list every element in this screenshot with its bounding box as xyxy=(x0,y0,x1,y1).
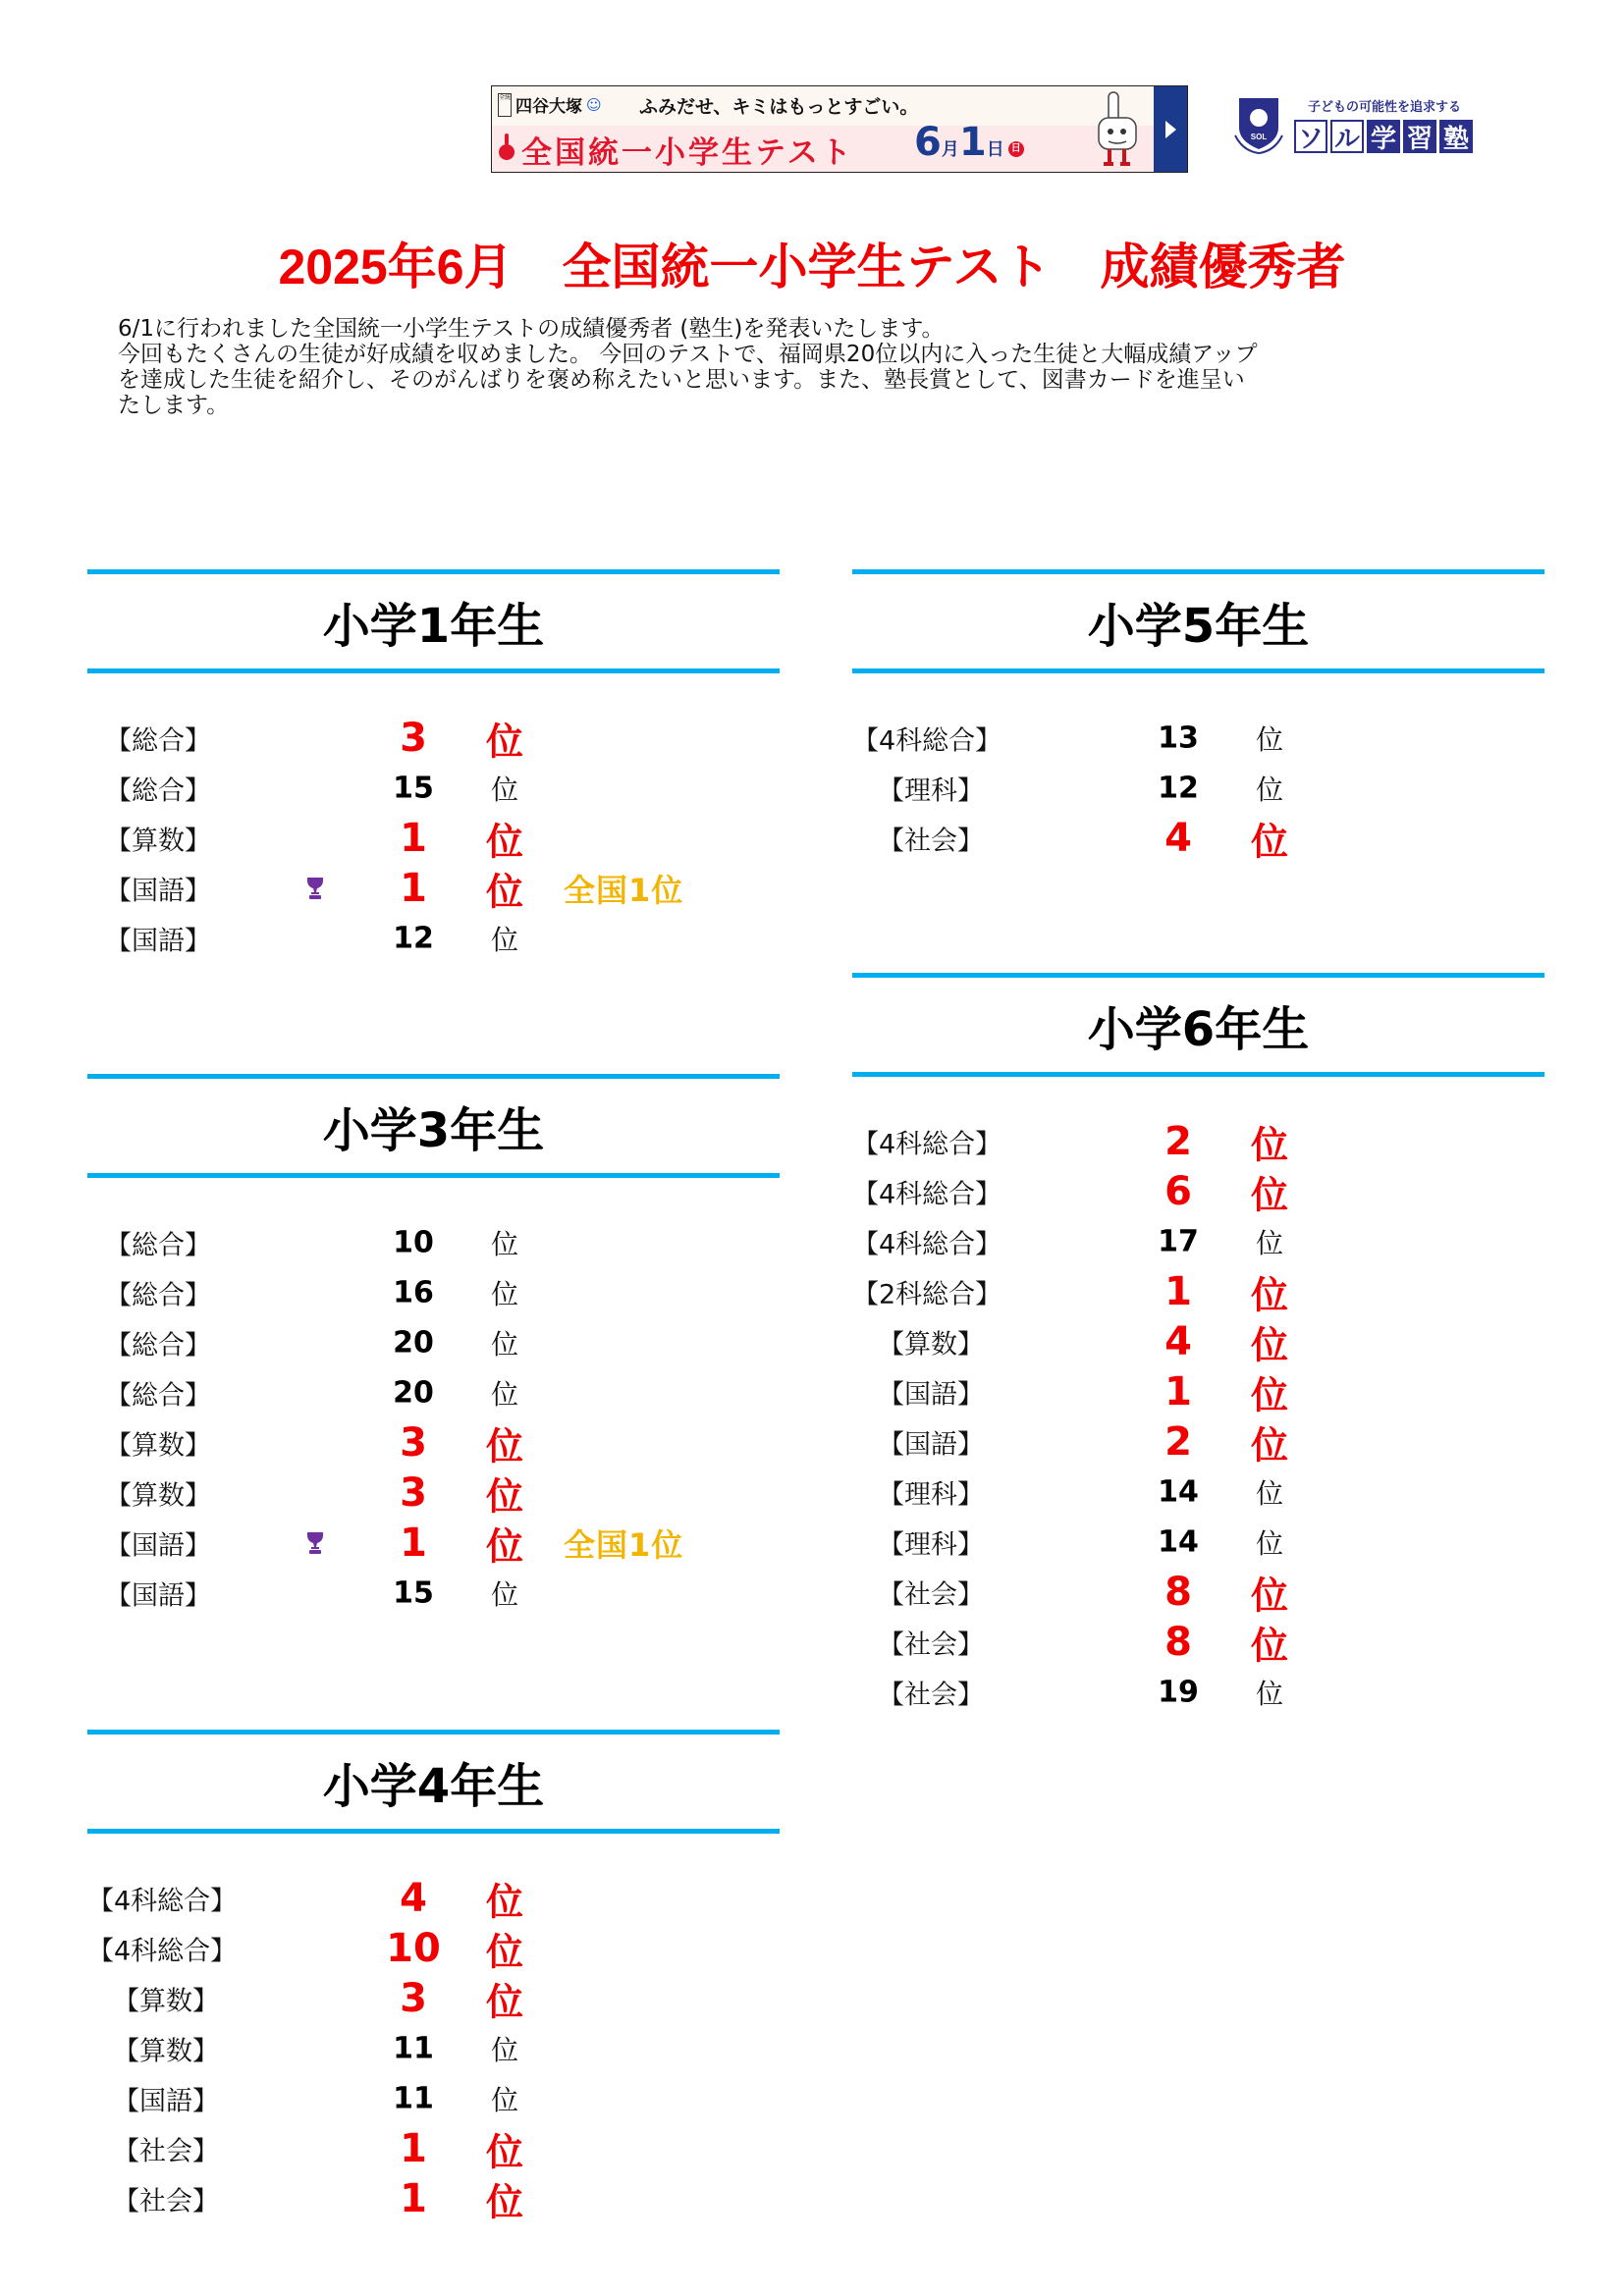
subject-label: 【総合】 xyxy=(105,1330,211,1361)
result-row xyxy=(852,1366,1544,1416)
result-row xyxy=(87,1973,780,2023)
subject-label: 【国語】 xyxy=(105,1580,211,1611)
result-row xyxy=(852,1617,1544,1667)
rank-unit: 位 xyxy=(485,2130,523,2173)
rank-unit: 位 xyxy=(485,1930,523,1973)
rank-value: 3 xyxy=(400,1419,427,1466)
rank-value: 1 xyxy=(1164,1268,1192,1314)
rank-value: 10 xyxy=(386,1925,441,1971)
rank-unit: 位 xyxy=(485,720,523,763)
results-list xyxy=(87,1217,780,1618)
rank-value: 20 xyxy=(393,1325,434,1360)
section-grade5 xyxy=(852,569,1544,863)
subject-label: 【社会】 xyxy=(878,1629,984,1660)
rank-unit: 位 xyxy=(1250,1373,1288,1416)
rank-unit: 位 xyxy=(1255,773,1283,806)
rank-unit: 位 xyxy=(490,773,518,806)
result-row xyxy=(852,1166,1544,1216)
result-row xyxy=(87,1873,780,1923)
rank-unit: 位 xyxy=(485,1474,523,1518)
rank-unit: 位 xyxy=(1250,1173,1288,1216)
rank-unit: 位 xyxy=(485,1424,523,1468)
rank-value: 3 xyxy=(400,1975,427,2021)
rank-unit: 位 xyxy=(1255,1226,1283,1259)
rank-value: 2 xyxy=(1164,1118,1192,1164)
trophy-icon xyxy=(306,1531,324,1555)
rank-value: 11 xyxy=(393,2081,434,2115)
intro-line: 6/1に行われました全国統一小学生テストの成績優秀者 (塾生)を発表いたします。 xyxy=(118,316,945,342)
result-row xyxy=(852,1216,1544,1266)
subject-label: 【4科総合】 xyxy=(87,1886,238,1916)
result-row xyxy=(852,713,1544,763)
rank-unit: 位 xyxy=(1255,1526,1283,1560)
subject-label: 【総合】 xyxy=(105,1380,211,1411)
rank-value: 1 xyxy=(400,2125,427,2171)
rank-unit: 位 xyxy=(490,923,518,956)
section-title: 小学3年生 xyxy=(322,1102,545,1158)
rank-value: 1 xyxy=(400,815,427,861)
rank-value: 4 xyxy=(1164,815,1192,861)
rank-unit: 位 xyxy=(1250,1273,1288,1316)
result-row xyxy=(87,1217,780,1267)
section-bottom-rule xyxy=(852,668,1544,673)
result-row xyxy=(87,1568,780,1618)
rank-value: 12 xyxy=(1158,771,1199,805)
result-row xyxy=(87,1267,780,1317)
section-bottom-rule xyxy=(87,668,780,673)
section-bottom-rule xyxy=(87,1829,780,1834)
rank-unit: 位 xyxy=(485,870,523,913)
page-title: 2025年6月 全国統一小学生テスト 成績優秀者 xyxy=(278,240,1346,294)
section-title: 小学1年生 xyxy=(322,598,545,654)
result-row xyxy=(87,1468,780,1518)
rank-value: 14 xyxy=(1158,1474,1199,1509)
rank-unit: 位 xyxy=(490,1377,518,1411)
subject-label: 【理科】 xyxy=(878,1479,984,1510)
logo-char: 塾 xyxy=(1439,120,1473,153)
rank-unit: 位 xyxy=(1250,1624,1288,1667)
rank-unit: 位 xyxy=(1255,1476,1283,1510)
subject-label: 【4科総合】 xyxy=(852,1179,1002,1209)
svg-text:SOL: SOL xyxy=(1250,133,1268,141)
section-bottom-rule xyxy=(87,1173,780,1178)
rank-value: 20 xyxy=(393,1375,434,1410)
rank-value: 11 xyxy=(393,2031,434,2065)
rank-unit: 位 xyxy=(1250,1123,1288,1166)
section-title: 小学4年生 xyxy=(322,1758,545,1814)
rank-value: 14 xyxy=(1158,1524,1199,1559)
result-row xyxy=(87,2123,780,2173)
rank-value: 19 xyxy=(1158,1675,1199,1709)
person-icon: ☺ xyxy=(586,95,602,114)
rank-value: 15 xyxy=(393,771,434,805)
intro-line: 今回もたくさんの生徒が好成績を収めました。 今回のテストで、福岡県20位以内に入った生徒と大幅成績アップ xyxy=(118,342,1258,367)
rank-unit: 位 xyxy=(490,2083,518,2116)
subject-label: 【国語】 xyxy=(878,1379,984,1410)
rank-value: 1 xyxy=(400,2175,427,2221)
weekday-badge: 日 xyxy=(1008,141,1024,157)
subject-label: 【算数】 xyxy=(878,1329,984,1360)
pointing-finger-icon xyxy=(498,133,515,161)
result-row xyxy=(852,1316,1544,1366)
subject-label: 【社会】 xyxy=(113,2136,219,2166)
banner-date xyxy=(914,120,1024,165)
national-first-badge: 全国1位 xyxy=(564,871,684,909)
rank-unit: 位 xyxy=(1250,1423,1288,1467)
rank-value: 1 xyxy=(400,1520,427,1566)
sol-juku-logo[interactable] xyxy=(1227,90,1512,161)
banner-test-name: 全国統一小学生テスト xyxy=(521,135,854,171)
result-row xyxy=(87,1923,780,1973)
banner-slogan: ふみだせ、キミはもっとすごい。 xyxy=(639,96,919,118)
section-grade1 xyxy=(87,569,780,963)
rank-unit: 位 xyxy=(490,2033,518,2066)
result-row xyxy=(87,1417,780,1468)
section-title: 小学6年生 xyxy=(1087,1001,1310,1057)
banner-next-button[interactable] xyxy=(1154,86,1187,172)
logo-char: ソ xyxy=(1294,120,1327,153)
brand-box-icon: 全統 xyxy=(498,93,512,117)
rank-unit: 位 xyxy=(1250,1574,1288,1617)
subject-label: 【算数】 xyxy=(113,2036,219,2066)
subject-label: 【算数】 xyxy=(105,826,211,856)
rank-value: 16 xyxy=(393,1275,434,1309)
subject-label: 【総合】 xyxy=(105,725,211,756)
result-row xyxy=(87,2073,780,2123)
rank-unit: 位 xyxy=(485,1524,523,1568)
subject-label: 【総合】 xyxy=(105,1230,211,1260)
result-row xyxy=(852,1667,1544,1717)
logo-char: 習 xyxy=(1403,120,1436,153)
result-row xyxy=(87,763,780,813)
rank-value: 3 xyxy=(400,715,427,761)
foam-finger-mascot-icon xyxy=(1091,90,1145,169)
date-day: 1 xyxy=(958,120,987,165)
result-row xyxy=(87,1518,780,1568)
rank-value: 13 xyxy=(1158,721,1199,755)
result-row xyxy=(852,813,1544,863)
rank-value: 8 xyxy=(1164,1619,1192,1665)
rank-unit: 位 xyxy=(490,1577,518,1611)
rank-unit: 位 xyxy=(485,820,523,863)
rank-value: 10 xyxy=(393,1225,434,1259)
rank-value: 2 xyxy=(1164,1418,1192,1465)
subject-label: 【国語】 xyxy=(105,1530,211,1561)
rank-unit: 位 xyxy=(490,1327,518,1361)
section-grade3 xyxy=(87,1074,780,1618)
rank-value: 8 xyxy=(1164,1569,1192,1615)
subject-label: 【総合】 xyxy=(105,775,211,806)
intro-line: たします。 xyxy=(118,393,230,418)
subject-label: 【国語】 xyxy=(113,2086,219,2116)
result-row xyxy=(852,1517,1544,1567)
rank-value: 15 xyxy=(393,1575,434,1610)
national-first-badge: 全国1位 xyxy=(564,1525,684,1564)
result-row xyxy=(87,2173,780,2223)
rank-value: 1 xyxy=(400,865,427,911)
date-month-char: 月 xyxy=(941,139,959,160)
subject-label: 【2科総合】 xyxy=(852,1279,1002,1309)
results-list xyxy=(87,713,780,963)
results-list xyxy=(852,1116,1544,1717)
logo-wordmark xyxy=(1294,120,1473,153)
rank-unit: 位 xyxy=(1250,1323,1288,1366)
section-grade4 xyxy=(87,1730,780,2223)
logo-char: ル xyxy=(1330,120,1364,153)
rank-value: 3 xyxy=(400,1469,427,1516)
date-month: 6 xyxy=(914,120,942,165)
rank-unit: 位 xyxy=(1255,722,1283,756)
rank-unit: 位 xyxy=(485,2180,523,2223)
result-row xyxy=(87,913,780,963)
date-day-char: 日 xyxy=(986,139,1004,160)
section-title: 小学5年生 xyxy=(1087,598,1310,654)
rank-value: 4 xyxy=(1164,1318,1192,1364)
subject-label: 【算数】 xyxy=(105,1430,211,1461)
rank-unit: 位 xyxy=(490,1277,518,1310)
banner-brand xyxy=(498,92,602,117)
results-list xyxy=(87,1873,780,2223)
result-row xyxy=(87,2023,780,2073)
result-row xyxy=(852,763,1544,813)
subject-label: 【4科総合】 xyxy=(87,1936,238,1966)
subject-label: 【算数】 xyxy=(113,1986,219,2016)
subject-label: 【4科総合】 xyxy=(852,725,1002,756)
section-grade6 xyxy=(852,973,1544,1717)
subject-label: 【社会】 xyxy=(878,826,984,856)
subject-label: 【理科】 xyxy=(878,1529,984,1560)
subject-label: 【社会】 xyxy=(878,1579,984,1610)
rank-unit: 位 xyxy=(1255,1677,1283,1710)
brand-name: 四谷大塚 xyxy=(515,97,582,117)
result-row xyxy=(852,1416,1544,1467)
rank-value: 17 xyxy=(1158,1224,1199,1258)
rank-value: 4 xyxy=(400,1875,427,1921)
subject-label: 【算数】 xyxy=(105,1480,211,1511)
rank-unit: 位 xyxy=(485,1880,523,1923)
rank-unit: 位 xyxy=(1250,820,1288,863)
result-row xyxy=(87,863,780,913)
intro-line: を達成した生徒を紹介し、そのがんばりを褒め称えたいと思います。また、塾長賞として、図書カードを進呈い xyxy=(118,367,1245,393)
section-bottom-rule xyxy=(852,1072,1544,1077)
rank-unit: 位 xyxy=(485,1980,523,2023)
result-row xyxy=(852,1266,1544,1316)
subject-label: 【理科】 xyxy=(878,775,984,806)
result-row xyxy=(87,1367,780,1417)
logo-tagline: 子どもの可能性を追求する xyxy=(1308,100,1462,115)
shield-emblem-icon xyxy=(1233,94,1284,155)
rank-value: 12 xyxy=(393,921,434,955)
test-banner-ad[interactable] xyxy=(491,85,1188,173)
intro-text xyxy=(118,316,1512,418)
subject-label: 【総合】 xyxy=(105,1280,211,1310)
result-row xyxy=(852,1116,1544,1166)
subject-label: 【4科総合】 xyxy=(852,1229,1002,1259)
logo-char: 学 xyxy=(1367,120,1400,153)
results-list xyxy=(852,713,1544,863)
subject-label: 【社会】 xyxy=(113,2186,219,2216)
subject-label: 【国語】 xyxy=(878,1429,984,1460)
trophy-icon xyxy=(306,877,324,900)
result-row xyxy=(852,1567,1544,1617)
rank-value: 1 xyxy=(1164,1368,1192,1415)
result-row xyxy=(87,813,780,863)
result-row xyxy=(87,713,780,763)
rank-value: 6 xyxy=(1164,1168,1192,1214)
result-row xyxy=(87,1317,780,1367)
play-arrow-icon xyxy=(1165,121,1176,138)
result-row xyxy=(852,1467,1544,1517)
subject-label: 【国語】 xyxy=(105,876,211,906)
subject-label: 【社会】 xyxy=(878,1680,984,1710)
subject-label: 【国語】 xyxy=(105,926,211,956)
rank-unit: 位 xyxy=(490,1227,518,1260)
subject-label: 【4科総合】 xyxy=(852,1129,1002,1159)
